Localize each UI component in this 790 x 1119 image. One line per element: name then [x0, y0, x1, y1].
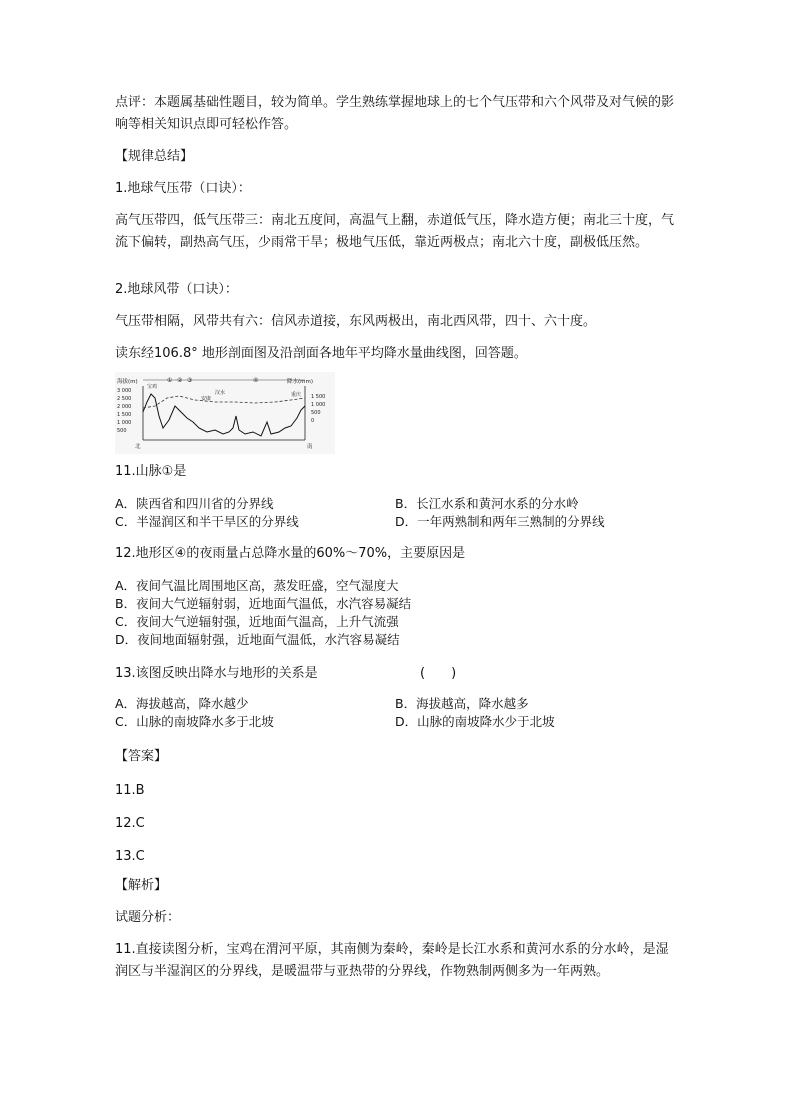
right-tick-0: 0	[311, 418, 315, 424]
analysis-sub: 试题分析：	[115, 910, 181, 925]
left-tick-1000: 1 000	[117, 420, 132, 426]
question-12-stem: 12.地形区④的夜雨量占总降水量的60%～70%，主要原因是	[115, 546, 466, 561]
answer-12: 12.C	[115, 816, 145, 831]
rule2-body: 气压带相隔，风带共有六：信风赤道接，东风两极出，南北西风带，四十、六十度。	[115, 314, 597, 329]
q13-option-a: A．海拔越高，降水越少	[115, 696, 249, 711]
answer-13: 13.C	[115, 849, 145, 864]
q13-option-b: B．海拔越高，降水越多	[395, 696, 529, 711]
q12-option-a: A．夜间气温比周围地区高，蒸发旺盛，空气湿度大	[115, 578, 399, 593]
q11-option-c: C．半湿润区和半干旱区的分界线	[115, 514, 299, 529]
q12-option-b: B．夜间大气逆辐射弱，近地面气温低，水汽容易凝结	[115, 596, 412, 611]
read-prompt: 读东经106.8° 地形剖面图及沿剖面各地年平均降水量曲线图，回答题。	[115, 346, 527, 361]
terrain-profile-chart-icon	[115, 372, 335, 454]
question-13-stem: 13.该图反映出降水与地形的关系是	[115, 666, 318, 681]
q13-option-d: D．山脉的南坡降水少于北坡	[395, 714, 555, 729]
rule2-title: 2.地球风带（口诀）：	[115, 282, 238, 297]
left-tick-1500: 1 500	[117, 412, 132, 418]
q12-option-d: D．夜间地面辐射强，近地面气温低，水汽容易凝结	[115, 632, 400, 647]
left-tick-2000: 2 000	[117, 404, 132, 410]
right-tick-500: 500	[311, 410, 321, 416]
place-baoji: 宝鸡	[147, 384, 158, 390]
right-axis-title: 降水(mm)	[287, 379, 314, 385]
section-mark-3: ③	[187, 377, 193, 384]
left-axis-title: 海拔(m)	[117, 379, 138, 385]
terrain-profile-figure	[115, 372, 335, 454]
right-tick-1000: 1 000	[311, 402, 326, 408]
answer-11: 11.B	[115, 783, 145, 798]
rule1-title: 1.地球气压带（口诀）：	[115, 181, 251, 196]
question-13-paren: ( )	[420, 666, 457, 681]
north-label: 北	[135, 444, 141, 450]
left-tick-2500: 2 500	[117, 396, 132, 402]
river-hanshui: 汉水	[215, 390, 226, 396]
right-tick-1500: 1 500	[311, 394, 326, 400]
answer-header: 【答案】	[115, 749, 168, 764]
q11-option-a: A．陕西省和四川省的分界线	[115, 496, 274, 511]
south-label: 南	[307, 444, 313, 450]
analysis-body: 11.直接读图分析，宝鸡在渭河平原，其南侧为秦岭，秦岭是长江水系和黄河水系的分水岭，是湿润区与半湿润区的分界线，是暖温带与亚热带的分界线，作物熟制两侧多为一年两熟。	[115, 942, 669, 979]
section-mark-4: ④	[253, 377, 259, 384]
rule1-body: 高气压带四，低气压带三：南北五度间，高温气上翻，赤道低气压，降水造方便；南北三十度，气流下偏转，副热高气压，少雨常干旱；极地气压低，靠近两极点；南北六十度，副极低压然。	[115, 213, 675, 250]
section-mark-1: ①	[167, 377, 173, 384]
place-chongqing: 重庆	[291, 392, 302, 398]
left-tick-3000: 3 000	[117, 388, 132, 394]
q11-option-b: B．长江水系和黄河水系的分水岭	[395, 496, 579, 511]
q12-option-c: C．夜间大气逆辐射强，近地面气温高，上升气流强	[115, 614, 399, 629]
q11-option-d: D．一年两熟制和两年三熟制的分界线	[395, 514, 605, 529]
rule-summary-header: 【规律总结】	[115, 149, 194, 164]
left-tick-500: 500	[117, 428, 127, 434]
section-mark-2: ②	[177, 377, 183, 384]
place-ankang: 安康	[201, 396, 212, 402]
analysis-header: 【解析】	[115, 878, 168, 893]
question-11-stem: 11.山脉①是	[115, 464, 187, 479]
q13-option-c: C．山脉的南坡降水多于北坡	[115, 714, 274, 729]
comment-paragraph: 点评：本题属基础性题目，较为简单。学生熟练掌握地球上的七个气压带和六个风带及对气候的影响等相关知识点即可轻松作答。	[115, 95, 675, 132]
